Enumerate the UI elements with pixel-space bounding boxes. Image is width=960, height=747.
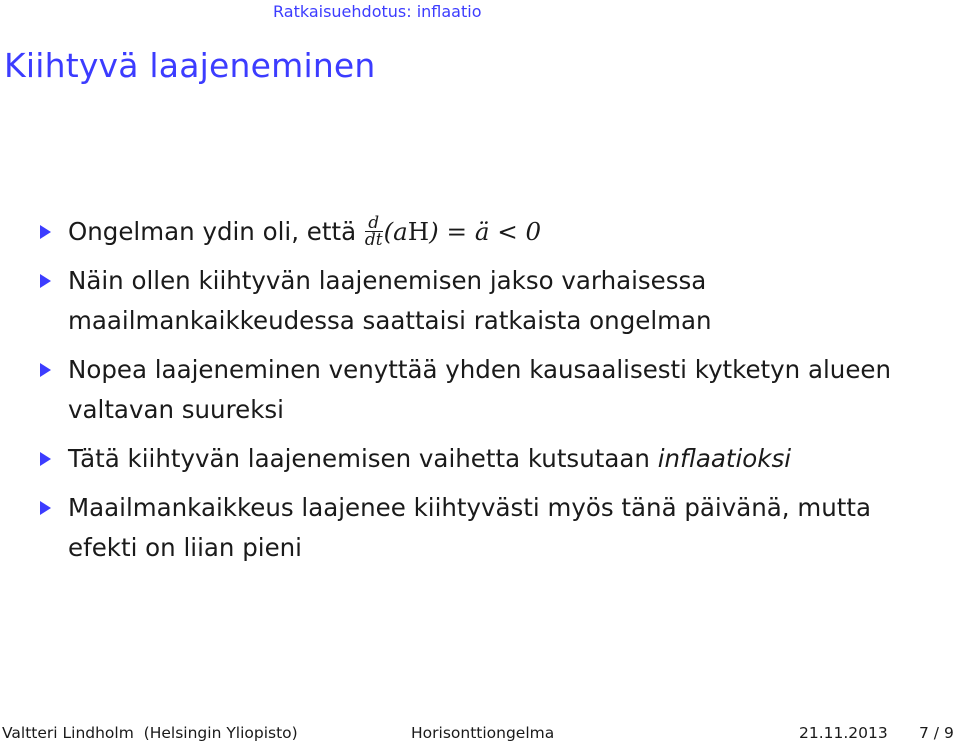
bullet-4-text: Tätä kiihtyvän laajenemisen vaihetta kutsutaan (68, 444, 650, 473)
bullet-item-4 (40, 439, 920, 479)
bullet-2-text: Näin ollen kiihtyvän laajenemisen jakso varhaisessa maailmankaikkeudessa saattaisi ratkaista ongelman (68, 266, 712, 335)
footer-author: Valtteri Lindholm (Helsingin Yliopisto) (2, 724, 298, 742)
footer-page-number: 7 / 9 (919, 724, 954, 742)
triangle-bullet-icon (40, 363, 51, 377)
bullet-1-text: Ongelman ydin oli, että (68, 217, 357, 246)
fraction-denominator: dt (364, 229, 383, 250)
bullet-3-text: Nopea laajeneminen venyttää yhden kausaalisesti kytketyn alueen valtavan suureksi (68, 355, 891, 424)
triangle-bullet-icon (40, 501, 51, 515)
bullet-4-emphasis: inflaatioksi (657, 444, 792, 473)
bullet-item-3 (40, 350, 920, 430)
triangle-bullet-icon (40, 452, 51, 466)
triangle-bullet-icon (40, 225, 51, 239)
derivative-fraction (364, 212, 383, 250)
bullet-list (40, 212, 920, 577)
footer-date: 21.11.2013 (799, 724, 888, 742)
math-hubble: H (407, 217, 430, 246)
bullet-item-5 (40, 488, 920, 568)
fraction-numerator: d (365, 215, 383, 232)
footer (0, 722, 960, 744)
math-rest: ) = ä < 0 (429, 217, 542, 246)
math-open: (a (383, 217, 408, 246)
bullet-item-2 (40, 261, 920, 341)
section-header: Ratkaisuehdotus: inflaatio (273, 2, 482, 21)
bullet-5-text: Maailmankaikkeus laajenee kiihtyvästi myös tänä päivänä, mutta efekti on liian pieni (68, 493, 871, 562)
triangle-bullet-icon (40, 274, 51, 288)
bullet-item-1 (40, 212, 920, 252)
footer-talk-title: Horisonttiongelma (411, 724, 555, 742)
frame-title: Kiihtyvä laajeneminen (4, 46, 376, 85)
